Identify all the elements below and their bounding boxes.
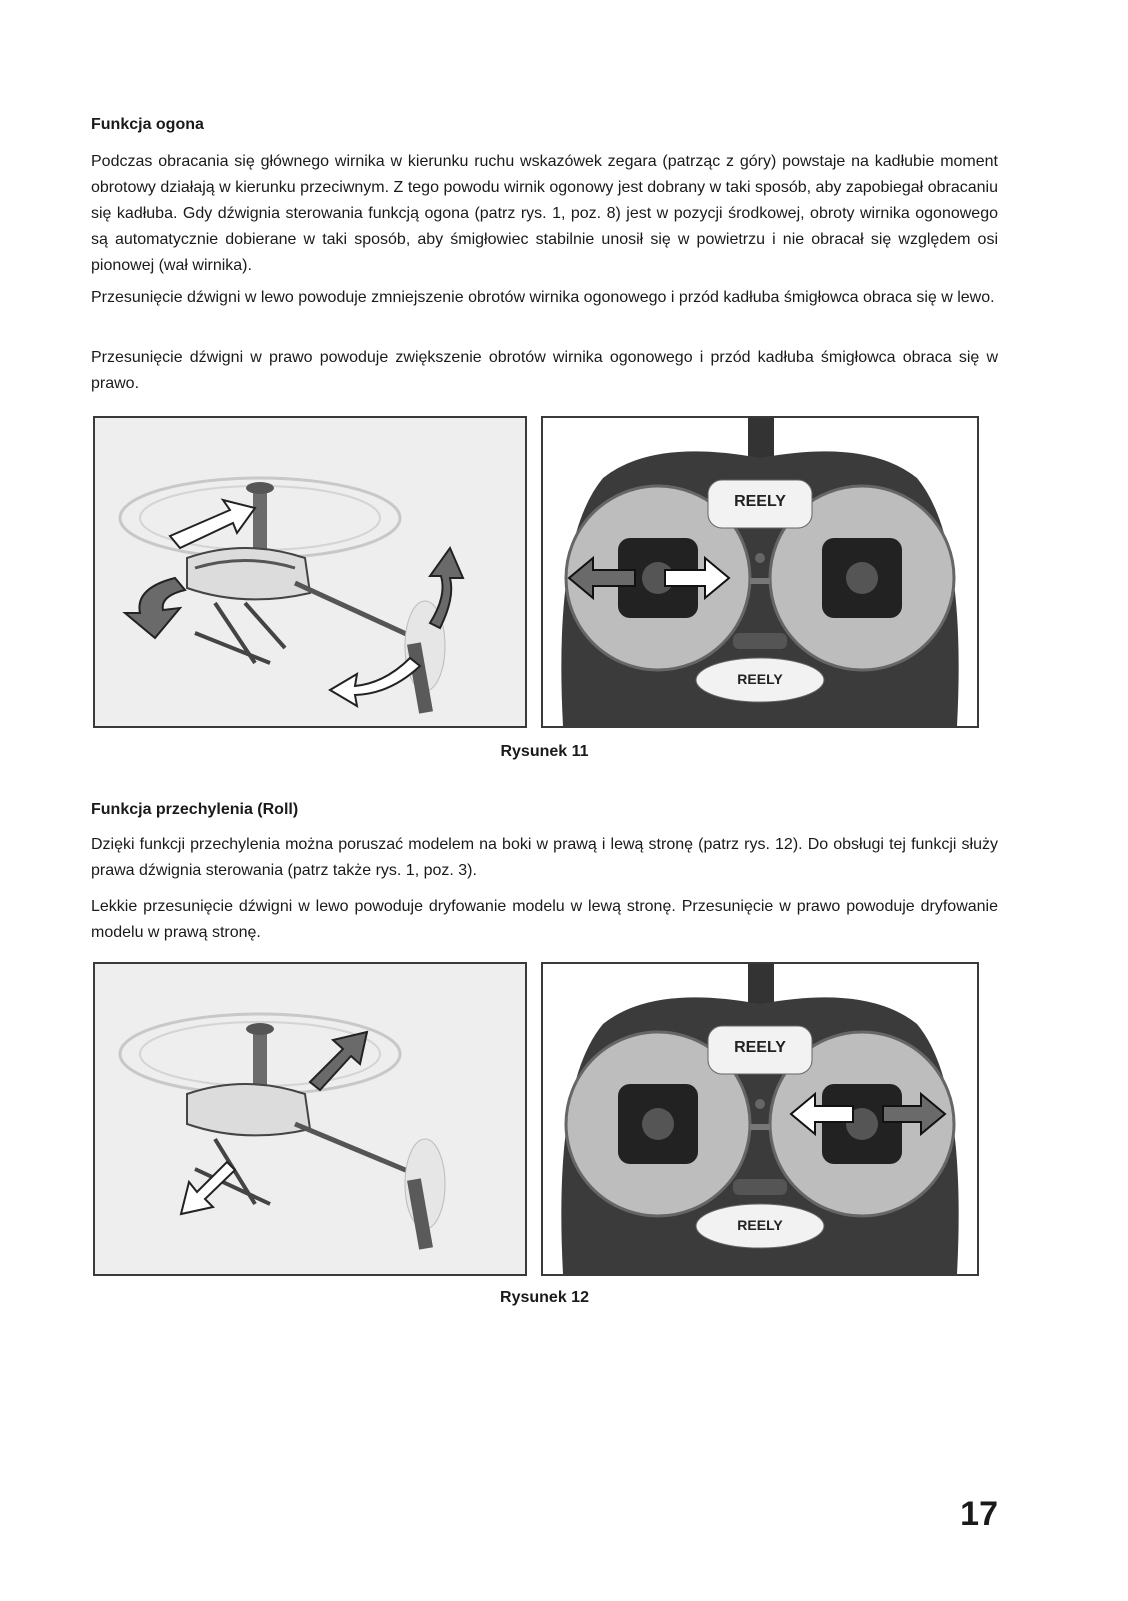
section-heading-roll: Funkcja przechylenia (Roll) (91, 801, 299, 818)
roll-paragraph-2: Lekkie przesunięcie dźwigni w lewo powoduje dryfowanie modelu w lewą stronę. Przesunięcie w prawo powoduje dryfowanie modelu w prawą stronę. (91, 898, 998, 941)
figure-11-caption: Rysunek 11 (500, 743, 589, 760)
section-heading-tail: Funkcja ogona (91, 116, 204, 133)
figure-12-caption: Rysunek 12 (500, 1289, 589, 1306)
controller-illustration (543, 418, 977, 726)
figure-11-controller (541, 416, 979, 728)
roll-paragraph-1: Dzięki funkcji przechylenia można poruszać modelem na boki w prawą i lewą stronę (patrz rys. 12). Do obsługi tej funkcji służy prawa dźwignia sterowania (patrz także rys. 1, poz. 3). (91, 836, 998, 879)
reely-logo-bottom: REELY (737, 671, 783, 687)
page-number: 17 (960, 1495, 998, 1533)
tail-paragraph-3: Przesunięcie dźwigni w prawo powoduje zwiększenie obrotów wirnika ogonowego i przód kadłuba śmigłowca obraca się w prawo. (91, 349, 998, 392)
reely-logo-bottom-2: REELY (737, 1217, 783, 1233)
reely-logo-top: REELY (734, 493, 786, 510)
controller-illustration-2 (543, 964, 977, 1274)
tail-paragraph-2: Przesunięcie dźwigni w lewo powoduje zmniejszenie obrotów wirnika ogonowego i przód kadłuba śmigłowca obraca się w lewo. (91, 289, 995, 306)
helicopter-illustration-2 (95, 964, 525, 1274)
tail-paragraph-1: Podczas obracania się głównego wirnika w kierunku ruchu wskazówek zegara (patrząc z góry) powstaje na kadłubie moment obrotowy działają w kierunku przeciwnym. Z tego powodu wirnik ogonowy jest dobrany w taki sposób, aby zapobiegał obracaniu się kadłuba. Gdy dźwignia sterowania funkcją ogona (patrz rys. 1, poz. 8) jest w pozycji środkowej, obroty wirnika ogonowego są automatycznie dobierane w taki sposób, aby śmigłowiec stabilnie unosił się w powietrzu i nie obracał się względem osi pionowej (wał wirnika). (91, 153, 998, 274)
figure-12-helicopter (93, 962, 527, 1276)
helicopter-illustration (95, 418, 525, 726)
figure-12-controller (541, 962, 979, 1276)
reely-logo-top-2: REELY (734, 1039, 786, 1056)
figure-11-helicopter (93, 416, 527, 728)
